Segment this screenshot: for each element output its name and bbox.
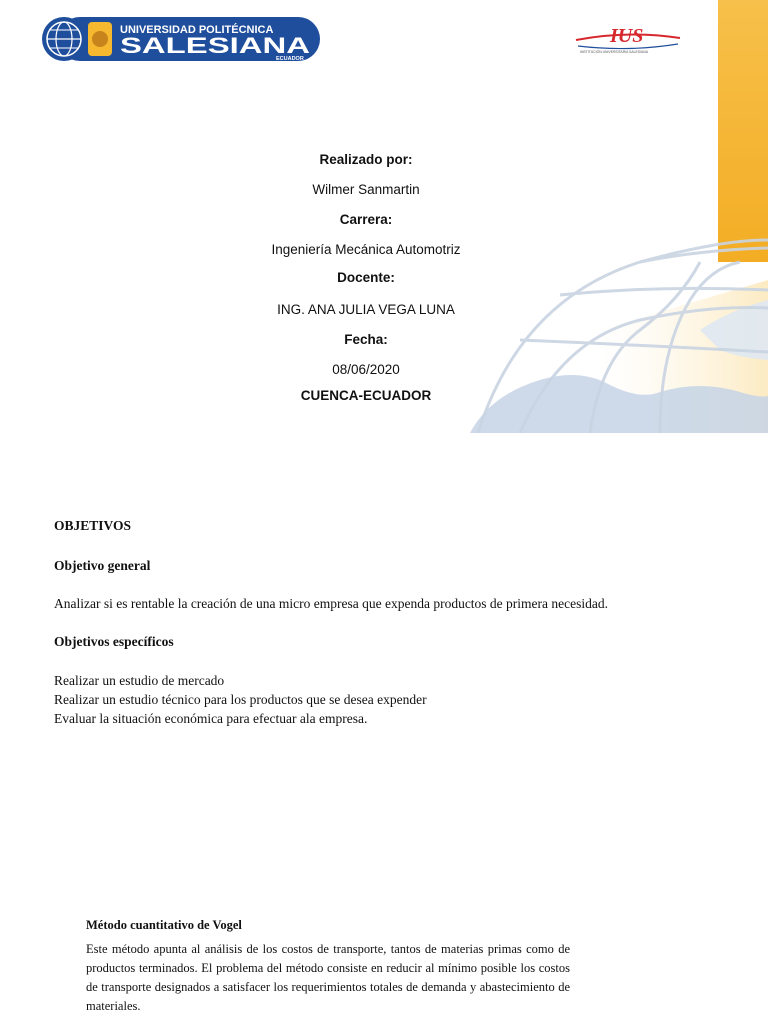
career-label: Carrera: [339, 212, 393, 227]
specific-objectives-heading: Objetivos específicos [54, 634, 174, 649]
author-label: Realizado por: [319, 152, 413, 167]
specific-objective-item: Realizar un estudio técnico para los productos que se desea expender [54, 692, 427, 707]
ups-logo-line1: UNIVERSIDAD POLITÉCNICA [120, 24, 274, 36]
city: CUENCA-ECUADOR [300, 388, 432, 403]
ups-logo-line3: ECUADOR [276, 56, 304, 62]
career-name: Ingeniería Mecánica Automotriz [271, 242, 461, 257]
ups-logo-line2: SALESIANA [120, 33, 311, 58]
date-label: Fecha: [344, 332, 388, 347]
ups-logo [40, 16, 322, 62]
vogel-paragraph: Este método apunta al análisis de los costos de transporte, tantos de materias primas como de productos terminados. El problema del método consiste en reducir al mínimo posible los costos de transporte designados a satisfacer los requerimientos totales de demanda y abastecimiento de materiales. [86, 942, 570, 1013]
specific-objective-item: Evaluar la situación económica para efectuar ala empresa. [54, 711, 368, 726]
ius-logo-subtext: INSTITUCIÓN UNIVERSITARIA SALESIANA [580, 50, 648, 54]
vogel-title: Método cuantitativo de Vogel [86, 918, 242, 932]
ius-logo [572, 20, 684, 56]
objectives-heading: OBJETIVOS [54, 518, 132, 533]
author-name: Wilmer Sanmartin [312, 182, 420, 197]
general-objective-text: Analizar si es rentable la creación de una micro empresa que expenda productos de primera necesidad. [54, 596, 609, 611]
accent-stripe [718, 0, 768, 262]
teacher-label: Docente: [337, 270, 395, 285]
cover-page [0, 0, 768, 433]
vogel-section [86, 918, 570, 1016]
specific-objective-item: Realizar un estudio de mercado [54, 673, 225, 688]
general-objective-heading: Objetivo general [54, 558, 151, 573]
ius-logo-text: IUS [610, 25, 644, 47]
teacher-name: ING. ANA JULIA VEGA LUNA [277, 302, 455, 317]
date-value: 08/06/2020 [332, 362, 400, 377]
